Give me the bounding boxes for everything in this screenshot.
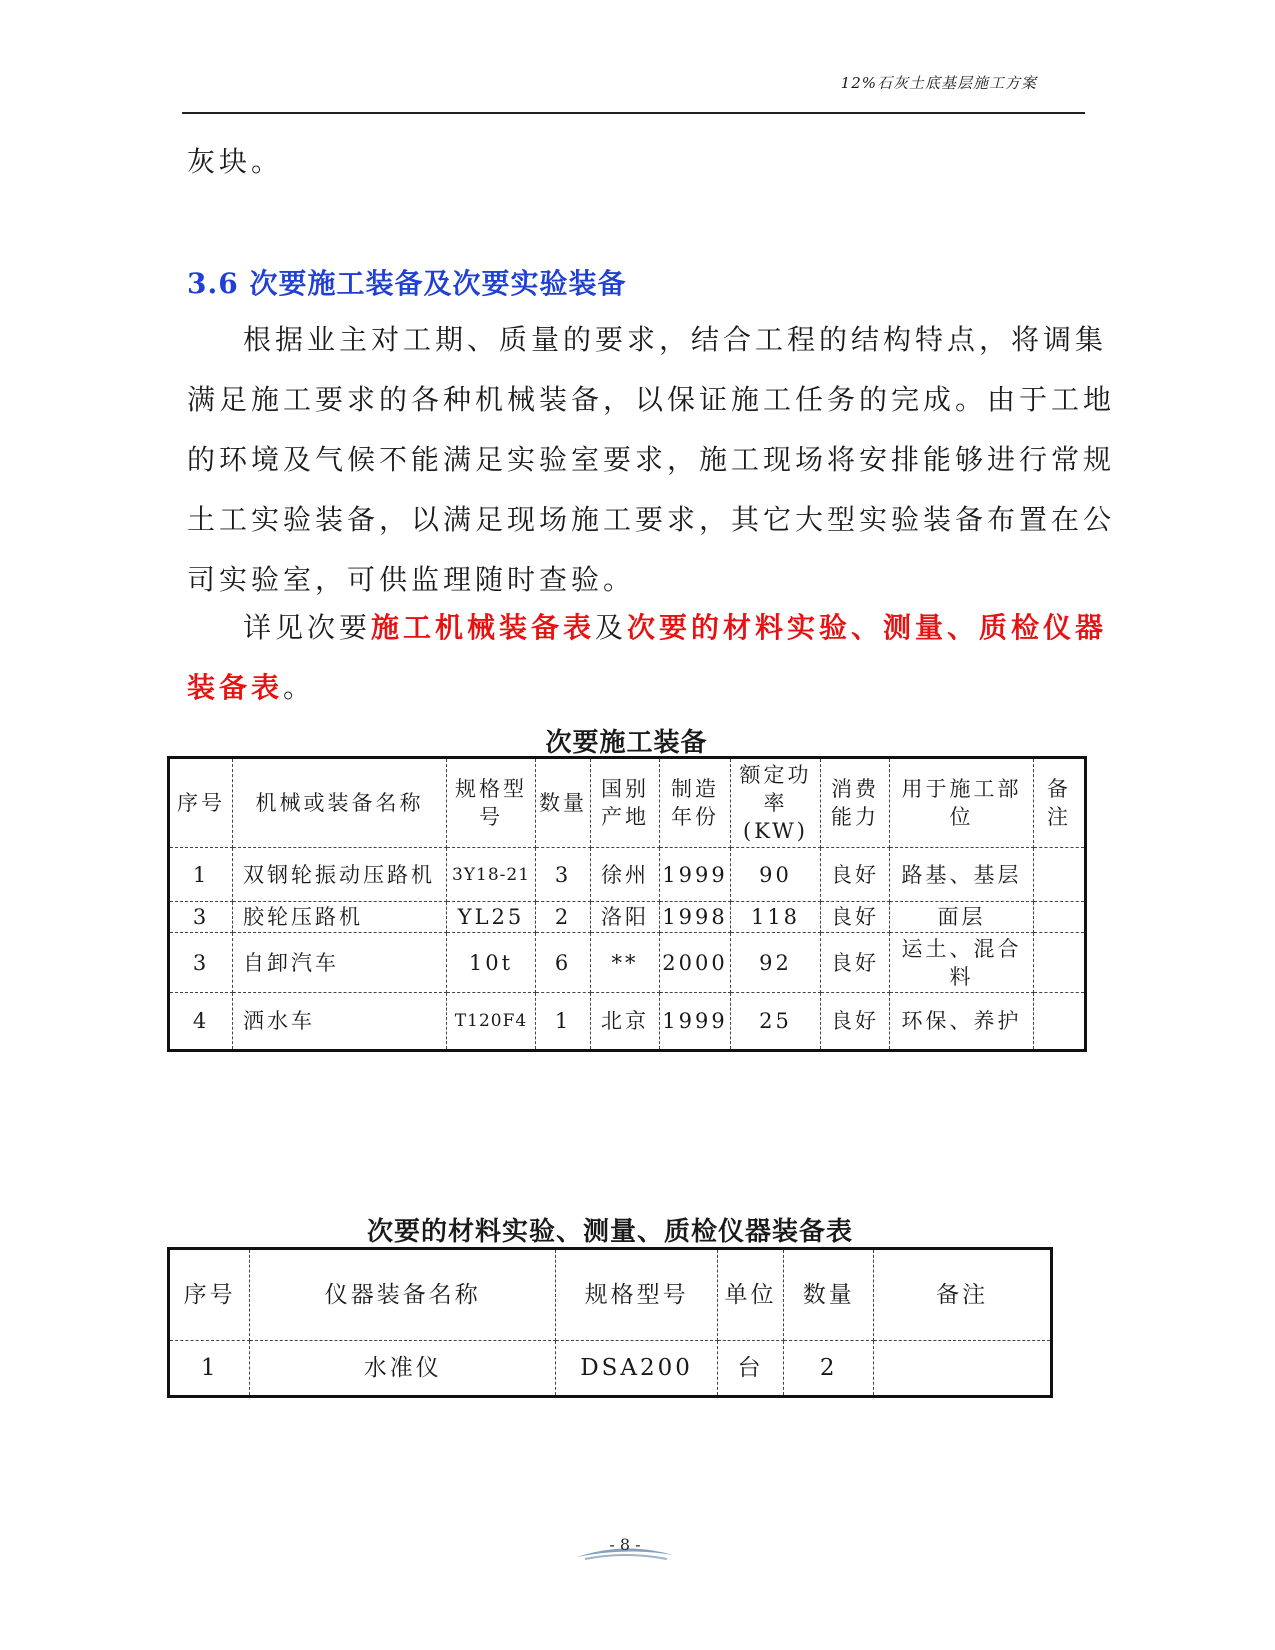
table-cell: 1999 bbox=[660, 848, 731, 902]
table-cell: 路基、基层 bbox=[890, 848, 1034, 902]
table-header-row bbox=[169, 1249, 1052, 1341]
table-cell bbox=[1034, 848, 1086, 902]
header-cell: 制造年份 bbox=[660, 758, 731, 848]
reference-paragraph bbox=[187, 598, 1108, 718]
table-cell: ** bbox=[591, 933, 660, 993]
table-cell: 3 bbox=[536, 848, 591, 902]
table-cell: 92 bbox=[731, 933, 821, 993]
page-footer bbox=[575, 1535, 675, 1561]
table-row bbox=[169, 902, 1086, 933]
table-cell: 良好 bbox=[821, 933, 890, 993]
table-cell: 徐州 bbox=[591, 848, 660, 902]
table-cell: 4 bbox=[169, 993, 233, 1051]
table-cell: YL25 bbox=[447, 902, 536, 933]
table-cell: 北京 bbox=[591, 993, 660, 1051]
table-cell: 90 bbox=[731, 848, 821, 902]
table-cell: 3Y18-21 bbox=[447, 848, 536, 902]
header-rule bbox=[182, 112, 1085, 114]
table-cell: 洛阳 bbox=[591, 902, 660, 933]
paragraph-line: 的环境及气候不能满足实验室要求，施工现场将安排能够进行常规 bbox=[187, 443, 1116, 476]
intro-text bbox=[187, 132, 1087, 192]
table-cell: DSA200 bbox=[556, 1341, 718, 1397]
section-heading: 3.6 次要施工装备及次要实验装备 bbox=[187, 267, 627, 300]
table-cell: 环保、养护 bbox=[890, 993, 1034, 1051]
table-cell: 台 bbox=[717, 1341, 783, 1397]
table-cell: 1998 bbox=[660, 902, 731, 933]
table-cell bbox=[1034, 902, 1086, 933]
reference-table2-link: 次要的材料实验、测量、质检仪器 bbox=[627, 611, 1108, 644]
table-cell: 双钢轮振动压路机 bbox=[233, 848, 447, 902]
table-cell: 1999 bbox=[660, 993, 731, 1051]
table-cell: 1 bbox=[169, 848, 233, 902]
table-cell: 良好 bbox=[821, 993, 890, 1051]
table-cell: 2 bbox=[784, 1341, 874, 1397]
reference-table2-link-cont: 装备表 bbox=[187, 671, 284, 704]
header-cell: 消费能力 bbox=[821, 758, 890, 848]
table-cell: 25 bbox=[731, 993, 821, 1051]
paragraph-line: 满足施工要求的各种机械装备，以保证施工任务的完成。由于工地 bbox=[187, 383, 1116, 416]
table-cell: 面层 bbox=[890, 902, 1034, 933]
table-cell: 水准仪 bbox=[250, 1341, 556, 1397]
table-cell: 2000 bbox=[660, 933, 731, 993]
section-paragraph bbox=[187, 310, 1116, 610]
table-cell: 3 bbox=[169, 902, 233, 933]
table2-caption: 次要的材料实验、测量、质检仪器装备表 bbox=[366, 1217, 853, 1247]
reference-prefix: 详见次要 bbox=[243, 611, 372, 644]
reference-table1-link: 施工机械装备表 bbox=[371, 611, 596, 644]
header-cell: 国别产地 bbox=[591, 758, 660, 848]
table-header-row bbox=[169, 758, 1086, 848]
header-cell: 仪器装备名称 bbox=[250, 1249, 556, 1341]
header-cell: 机械或装备名称 bbox=[233, 758, 447, 848]
paragraph-line: 司实验室，可供监理随时查验。 bbox=[187, 563, 636, 596]
header-cell: 备注 bbox=[874, 1249, 1052, 1341]
table-cell: 胶轮压路机 bbox=[233, 902, 447, 933]
header-cell: 序号 bbox=[169, 1249, 250, 1341]
reference-line-2 bbox=[187, 658, 1087, 718]
header-cell: 备注 bbox=[1034, 758, 1086, 848]
table-cell: T120F4 bbox=[447, 993, 536, 1051]
table-cell bbox=[874, 1341, 1052, 1397]
table-cell: 运土、混合料 bbox=[890, 933, 1034, 993]
header-cell: 数量 bbox=[536, 758, 591, 848]
running-header-title: 12%石灰土底基层施工方案 bbox=[840, 74, 1037, 92]
table-cell: 118 bbox=[731, 902, 821, 933]
reference-suffix: 。 bbox=[283, 671, 316, 704]
table-row bbox=[169, 993, 1086, 1051]
reference-mid: 及 bbox=[595, 611, 628, 644]
header-cell: 规格型号 bbox=[447, 758, 536, 848]
table-row bbox=[169, 933, 1086, 993]
header-cell: 额定功率(KW) bbox=[731, 758, 821, 848]
table1-caption: 次要施工装备 bbox=[545, 728, 708, 758]
table-cell: 良好 bbox=[821, 848, 890, 902]
table-cell bbox=[1034, 933, 1086, 993]
header-cell: 数量 bbox=[784, 1249, 874, 1341]
table-cell: 1 bbox=[536, 993, 591, 1051]
table-row bbox=[169, 848, 1086, 902]
table-cell: 6 bbox=[536, 933, 591, 993]
paragraph-line: 土工实验装备，以满足现场施工要求，其它大型实验装备布置在公 bbox=[187, 503, 1116, 536]
header-cell: 规格型号 bbox=[556, 1249, 718, 1341]
header-cell: 单位 bbox=[717, 1249, 783, 1341]
header-cell: 序号 bbox=[169, 758, 233, 848]
table-cell bbox=[1034, 993, 1086, 1051]
table-cell: 洒水车 bbox=[233, 993, 447, 1051]
header-cell: 用于施工部位 bbox=[890, 758, 1034, 848]
table-cell: 自卸汽车 bbox=[233, 933, 447, 993]
table-row bbox=[169, 1341, 1052, 1397]
table-cell: 良好 bbox=[821, 902, 890, 933]
paragraph-line: 根据业主对工期、质量的要求，结合工程的结构特点，将调集 bbox=[243, 323, 1108, 356]
table-cell: 3 bbox=[169, 933, 233, 993]
page-number: - 8 - bbox=[609, 1535, 641, 1554]
instrument-table bbox=[167, 1247, 1053, 1398]
table-cell: 2 bbox=[536, 902, 591, 933]
equipment-table bbox=[167, 756, 1087, 1052]
table-cell: 10t bbox=[447, 933, 536, 993]
table-cell: 1 bbox=[169, 1341, 250, 1397]
intro-line: 灰块。 bbox=[187, 145, 284, 178]
reference-line-1 bbox=[187, 598, 1108, 658]
